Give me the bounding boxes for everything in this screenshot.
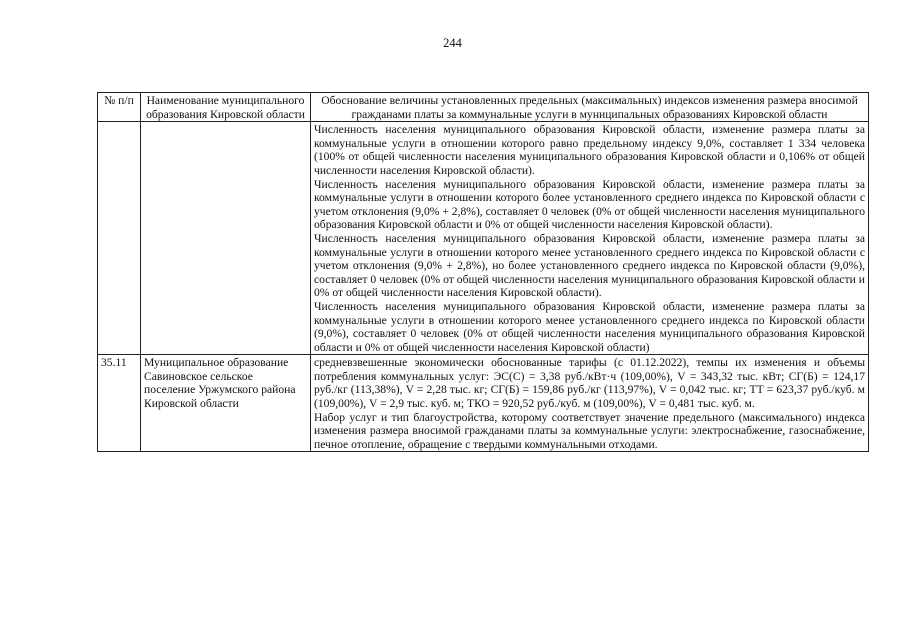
page-number: 244: [443, 36, 462, 50]
row-rationale: [311, 355, 869, 452]
table-header-row: [98, 93, 869, 122]
rationale-table: [97, 92, 869, 452]
header-num: № п/п: [98, 93, 141, 122]
rationale-paragraph: Численность населения муниципального образования Кировской области, изменение размера платы за коммунальные услуги в отношении которого равно предельному индексу 9,0%, составляет 1 334 человека (100% от общей численности населения муниципального образования Кировской области и 0,106% от общей численности населения Кировской области).: [314, 123, 865, 177]
header-rationale: Обоснование величины установленных предельных (максимальных) индексов изменения размера вносимой гражданами платы за коммунальные услуги в муниципальных образованиях Кировской области: [311, 93, 869, 122]
rationale-paragraph: Численность населения муниципального образования Кировской области, изменение размера платы за коммунальные услуги в отношении которого менее установленного среднего индекса по Кировской области (9,0%), составляет 0 человек (0% от общей численности населения муниципального образования Кировской области и 0% от общей численности населения Кировской области): [314, 299, 865, 354]
row-num: 35.11: [98, 355, 141, 452]
row-municipality: [141, 122, 311, 355]
header-municipality: Наименование муниципального образования Кировской области: [141, 93, 311, 122]
rationale-paragraph: Численность населения муниципального образования Кировской области, изменение размера платы за коммунальные услуги в отношении которого более установленного среднего индекса по Кировской области с учетом отклонения (9,0% + 2,8%), составляет 0 человек (0% от общей численности населения муниципального образования Кировской области и 0% от общей численности населения Кировской области).: [314, 177, 865, 232]
row-rationale: [311, 122, 869, 355]
rationale-paragraph: Численность населения муниципального образования Кировской области, изменение размера платы за коммунальные услуги в отношении которого менее установленного среднего индекса по Кировской области с учетом отклонения (9,0% + 2,8%), но более установленного среднего индекса по Кировской области (9,0%), составляет 0 человек (0% от общей численности населения муниципального образования Кировской области и 0% от общей численности населения Кировской области).: [314, 231, 865, 300]
rationale-paragraph: средневзвешенные экономически обоснованные тарифы (с 01.12.2022), темпы их изменения и объемы потребления коммунальных услуг: ЭС(С) = 3,38 руб./кВт·ч (109,00%), V = 343,32 тыс. кВт; СГ(Б) = 124,17 руб./кг (113,38%), V = 2,28 тыс. кг; СГ(Б) = 159,86 руб./кг (113,97%), V = 0,042 тыс. кг; ТТ = 623,37 руб./куб. м (109,00%), V = 2,9 тыс. куб. м; ТКО = 920,52 руб./куб. м (109,00%), V = 0,481 тыс. куб. м.: [314, 356, 865, 411]
table-row: [98, 122, 869, 355]
row-num: [98, 122, 141, 355]
row-municipality: Муниципальное образование Савиновское сельское поселение Уржумского района Кировской области: [141, 355, 311, 452]
rationale-paragraph: Набор услуг и тип благоустройства, которому соответствует значение предельного (максимального) индекса изменения размера вносимой гражданами платы за коммунальные услуги: электроснабжение, газоснабжение, печное отопление, обращение с твердыми коммунальными отходами.: [314, 410, 865, 451]
table-row: [98, 355, 869, 452]
